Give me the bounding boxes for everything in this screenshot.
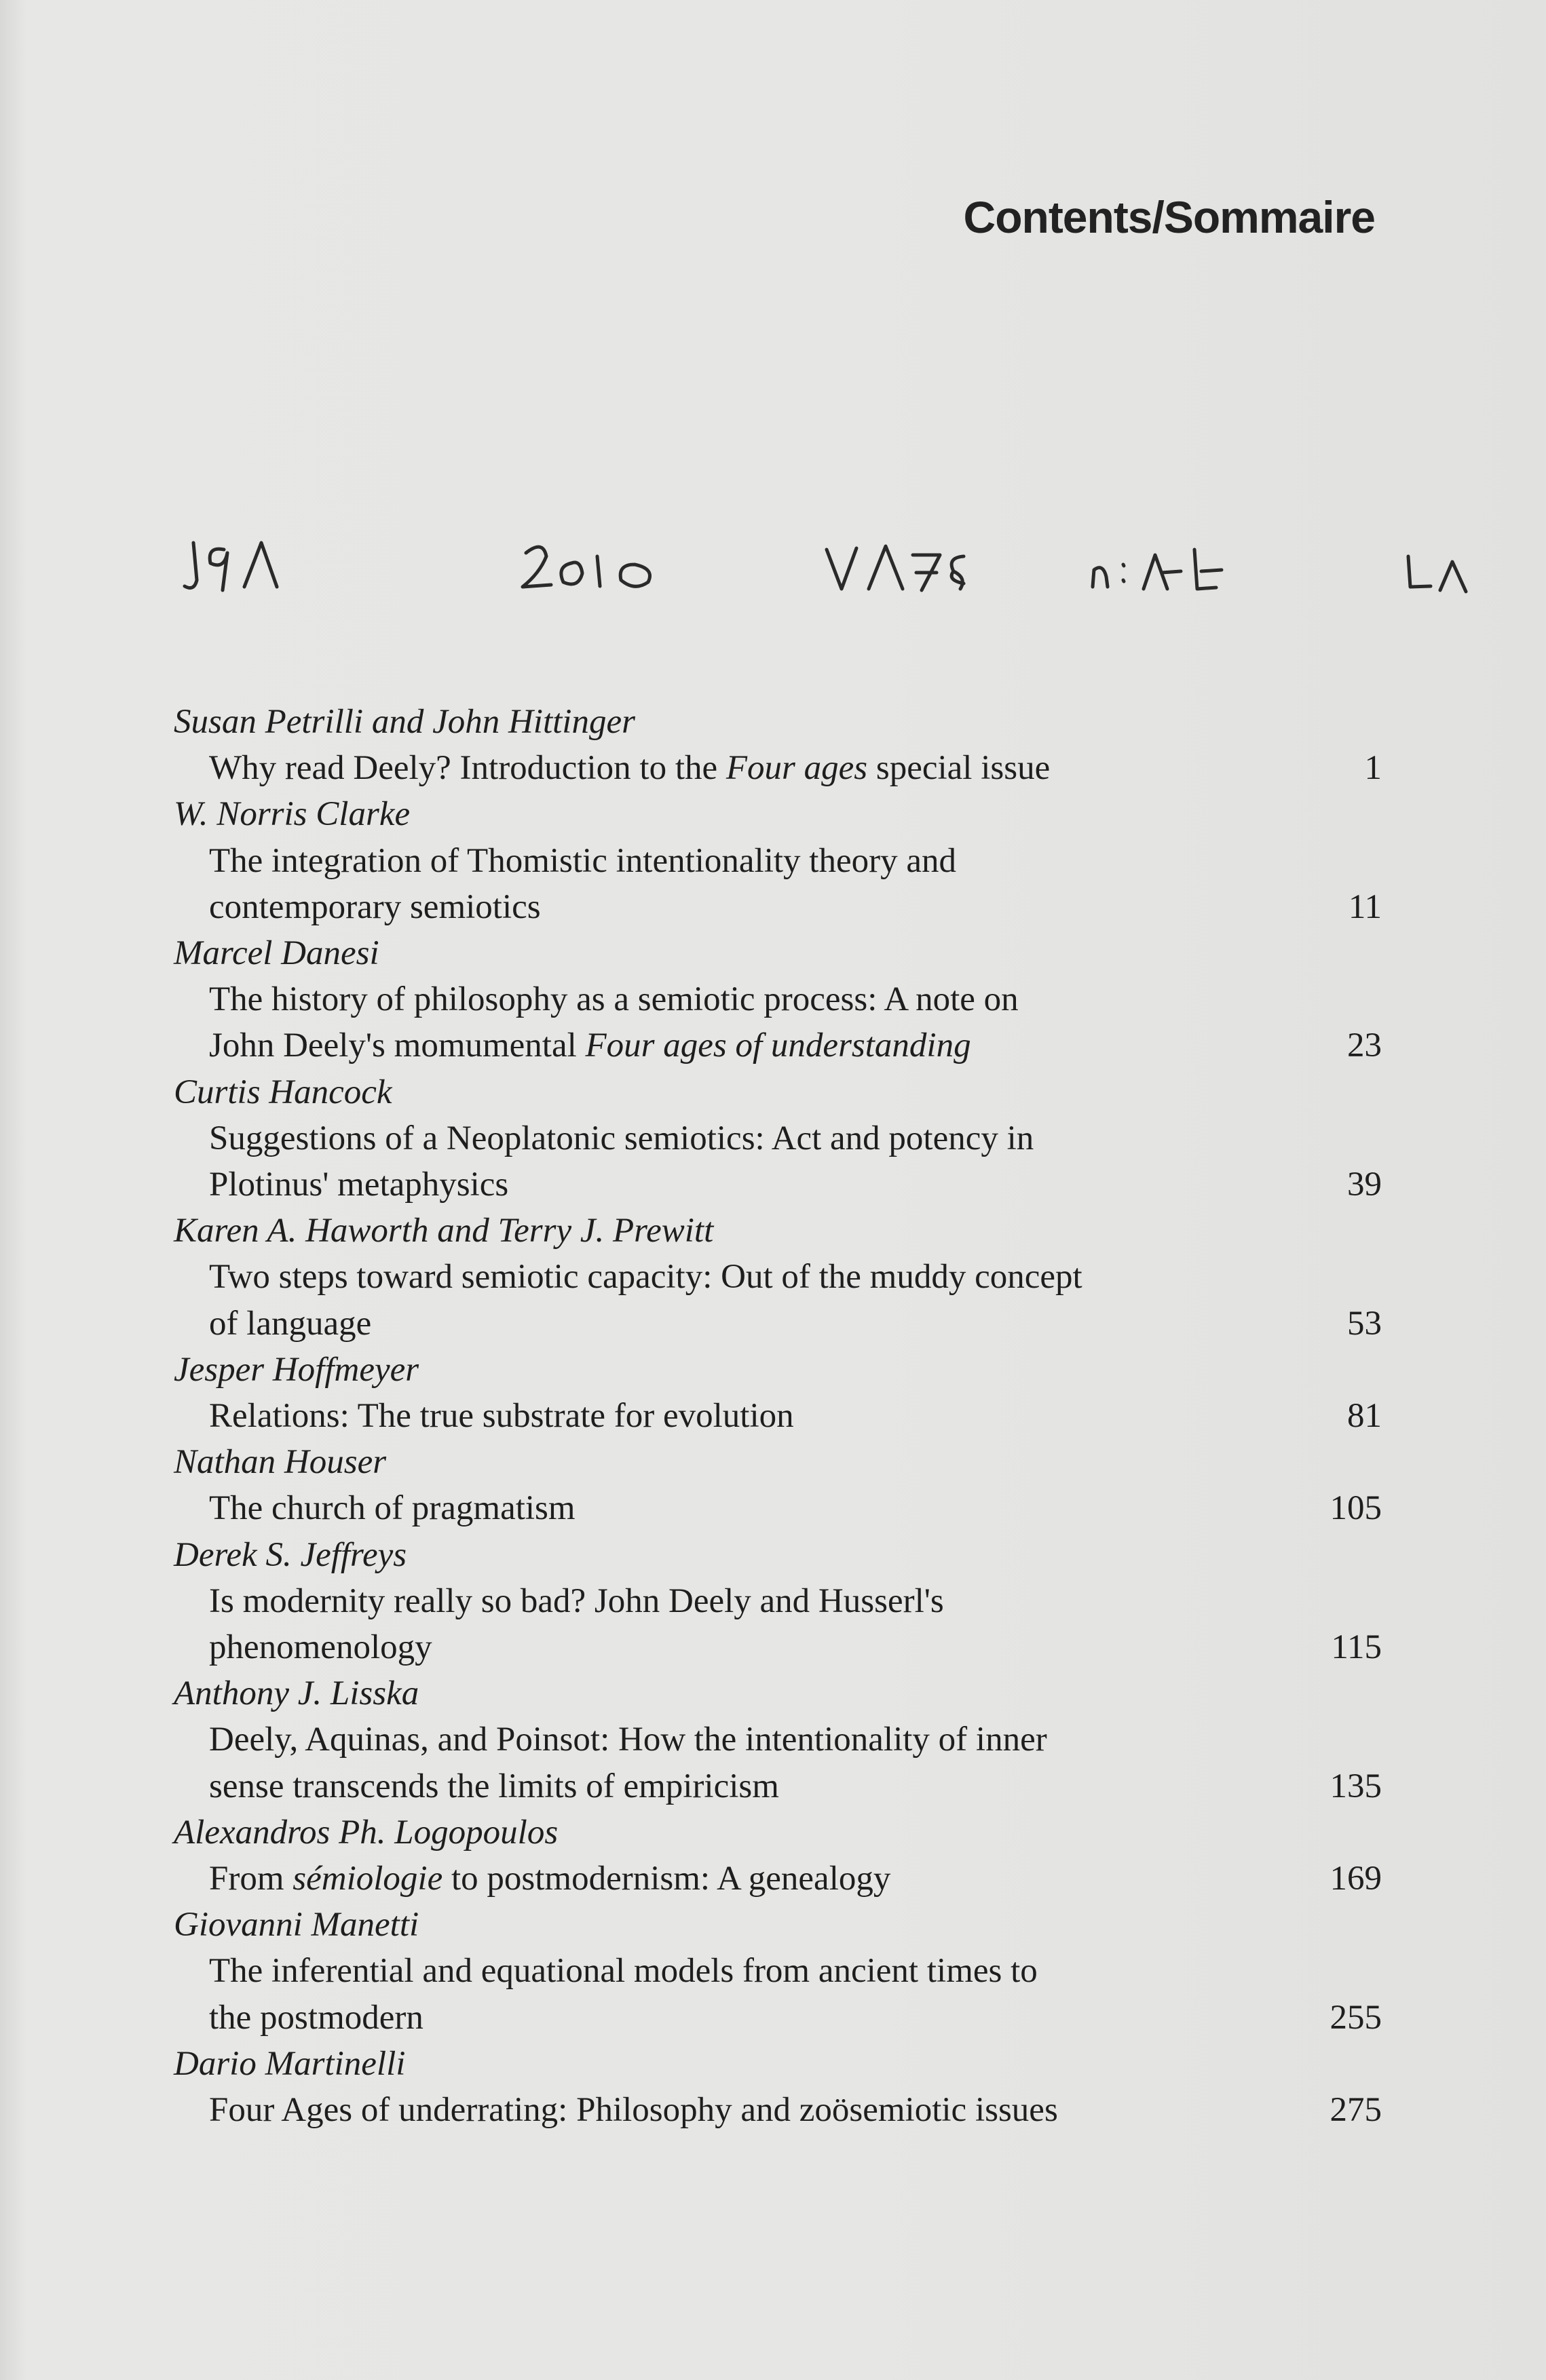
handwritten-mark-3d <box>951 556 964 589</box>
entry-page-number: 275 <box>1330 2091 1382 2130</box>
entry-title-row <box>174 1856 1382 1902</box>
handwritten-mark-2c <box>597 556 600 586</box>
entry-page-number: 11 <box>1348 887 1382 926</box>
toc-entry <box>174 1347 1382 1439</box>
entry-author: Alexandros Ph. Logopoulos <box>174 1813 559 1851</box>
entry-title: The history of philosophy as a semiotic process: A note on John Deely's momumental Four ages of understanding <box>209 980 1019 1065</box>
page-title: Contents/Sommaire <box>963 192 1375 242</box>
entry-page-number: 115 <box>1331 1628 1382 1667</box>
toc-entry <box>174 1532 1382 1671</box>
handwritten-mark-3 <box>827 548 856 589</box>
entry-author: Jesper Hoffmeyer <box>174 1350 419 1389</box>
entry-title: The inferential and equational models from ancient times to the postmodern <box>209 1952 1038 2037</box>
handwritten-mark-3b <box>869 546 903 589</box>
entry-author: Susan Petrilli and John Hittinger <box>174 703 635 741</box>
entry-author: W. Norris Clarke <box>174 795 411 834</box>
entry-page-number: 39 <box>1347 1166 1382 1204</box>
entry-title: Why read Deely? Introduction to the Four ages special issue <box>209 749 1051 788</box>
entry-author: Derek S. Jeffreys <box>174 1535 407 1574</box>
entry-author: Curtis Hancock <box>174 1073 392 1111</box>
entry-author: Anthony J. Lisska <box>174 1674 419 1713</box>
handwritten-mark-4b <box>1123 564 1124 581</box>
entry-title-row <box>174 2087 1382 2133</box>
entry-page-number: 1 <box>1364 749 1382 788</box>
entry-author: Dario Martinelli <box>174 2044 406 2083</box>
entry-title-row <box>174 1716 1382 1809</box>
handwritten-annotation <box>0 516 1546 611</box>
entry-title: Relations: The true substrate for evolution <box>209 1397 794 1436</box>
handwritten-marks-drawing <box>0 516 1546 611</box>
show-through-text <box>102 75 1391 455</box>
handwritten-mark-4 <box>1093 568 1108 587</box>
entry-title: The church of pragmatism <box>209 1489 576 1528</box>
entry-title: The integration of Thomistic intentionality theory and contemporary semiotics <box>209 841 956 926</box>
toc-entry <box>174 1069 1382 1208</box>
entry-page-number: 81 <box>1347 1397 1382 1436</box>
handwritten-mark-1c <box>244 543 277 587</box>
handwritten-mark-3c <box>913 555 940 590</box>
entry-title-row <box>174 1115 1382 1208</box>
toc-entry <box>174 930 1382 1069</box>
toc-entry <box>174 1439 1382 1531</box>
entry-page-number: 105 <box>1330 1489 1382 1528</box>
handwritten-mark-1b <box>210 549 227 590</box>
entry-page-number: 255 <box>1330 1998 1382 2037</box>
handwritten-mark-4d <box>1194 550 1222 589</box>
entry-author: Nathan Houser <box>174 1443 387 1482</box>
handwritten-mark-5b <box>1440 562 1466 592</box>
entry-title-row <box>174 1948 1382 2040</box>
toc-entry <box>174 1902 1382 2041</box>
handwritten-mark-1 <box>185 543 197 588</box>
entry-title: Suggestions of a Neoplatonic semiotics: Act and potency in Plotinus' metaphysics <box>209 1119 1034 1204</box>
handwritten-mark-5 <box>1408 556 1431 587</box>
entry-title: Deely, Aquinas, and Poinsot: How the intentionality of inner sense transcends the limits of empiricism <box>209 1721 1047 1805</box>
toc-entry <box>174 699 1382 791</box>
entry-page-number: 53 <box>1347 1304 1382 1343</box>
table-of-contents <box>174 699 1382 2133</box>
entry-title-row <box>174 745 1382 791</box>
entry-title-row <box>174 1254 1382 1346</box>
entry-title-row <box>174 1485 1382 1531</box>
entry-title: Is modernity really so bad? John Deely and Husserl's phenomenology <box>209 1581 944 1667</box>
entry-title: Four Ages of underrating: Philosophy and zoösemiotic issues <box>209 2091 1058 2130</box>
entry-title-row <box>174 1578 1382 1670</box>
entry-page-number: 135 <box>1330 1767 1382 1805</box>
toc-entry <box>174 1670 1382 1809</box>
toc-entry <box>174 1809 1382 1902</box>
entry-author: Karen A. Haworth and Terry J. Prewitt <box>174 1212 714 1250</box>
entry-page-number: 169 <box>1330 1860 1382 1898</box>
toc-entry <box>174 1208 1382 1347</box>
entry-title-row <box>174 1393 1382 1439</box>
handwritten-mark-2b <box>561 562 582 584</box>
entry-title: Two steps toward semiotic capacity: Out of the muddy concept of language <box>209 1258 1082 1343</box>
entry-title-row <box>174 976 1382 1069</box>
handwritten-mark-2d <box>620 564 649 586</box>
entry-author: Giovanni Manetti <box>174 1906 419 1944</box>
entry-title: From sémiologie to postmodernism: A genealogy <box>209 1860 891 1898</box>
handwritten-mark-4c <box>1144 555 1181 589</box>
toc-entry <box>174 791 1382 930</box>
entry-author: Marcel Danesi <box>174 934 379 973</box>
handwritten-mark-2 <box>523 547 551 587</box>
toc-entry <box>174 2041 1382 2133</box>
entry-title-row <box>174 838 1382 930</box>
entry-page-number: 23 <box>1347 1026 1382 1065</box>
